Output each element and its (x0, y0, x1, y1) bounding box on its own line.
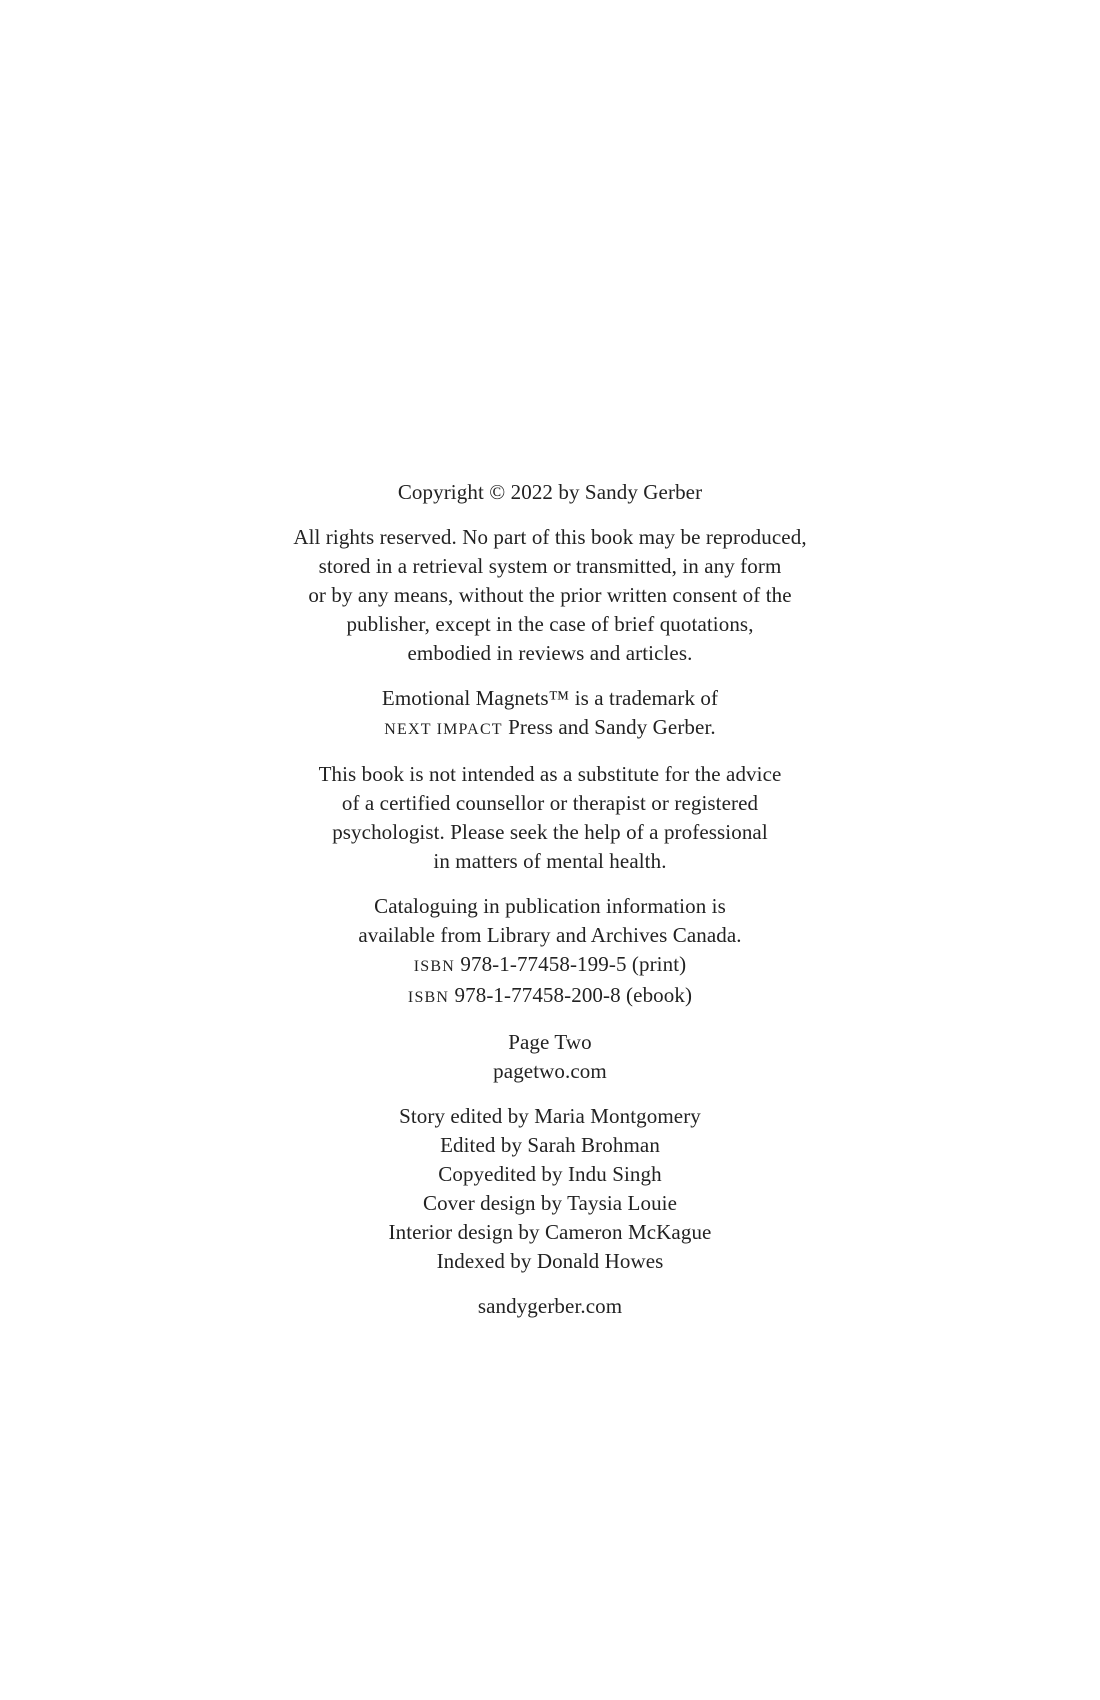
cataloguing-paragraph (0, 892, 1100, 1012)
disclaimer-line: of a certified counsellor or therapist or registered (341, 791, 759, 815)
rights-line: publisher, except in the case of brief quotations, (346, 612, 754, 636)
rights-reserved-paragraph (0, 523, 1100, 668)
isbn-print: 978-1-77458-199-5 (print) (455, 952, 687, 976)
credit-line: Edited by Sarah Brohman (440, 1133, 660, 1157)
credit-line: Indexed by Donald Howes (436, 1249, 664, 1273)
disclaimer-line: psychologist. Please seek the help of a professional (332, 820, 768, 844)
trademark-paragraph (0, 684, 1100, 744)
isbn-label: ISBN (407, 989, 450, 1006)
publisher-paragraph (0, 1028, 1100, 1086)
disclaimer-line: This book is not intended as a substitute for the advice (318, 762, 782, 786)
cataloguing-line: available from Library and Archives Canada. (358, 923, 742, 947)
isbn-label: ISBN (413, 958, 456, 975)
isbn-print-line (0, 950, 1100, 981)
copyright-block (0, 478, 1100, 1337)
isbn-ebook-line (0, 981, 1100, 1012)
rights-line: or by any means, without the prior written consent of the (308, 583, 792, 607)
imprint-name: NEXT IMPACT (384, 721, 503, 738)
copyright-notice (0, 478, 1100, 507)
credit-line: Story edited by Maria Montgomery (399, 1104, 701, 1128)
isbn-ebook: 978-1-77458-200-8 (ebook) (449, 983, 693, 1007)
publisher-name: Page Two (508, 1030, 592, 1054)
credit-line: Copyedited by Indu Singh (438, 1162, 662, 1186)
copyright-line: Copyright © 2022 by Sandy Gerber (397, 480, 703, 504)
author-website-paragraph (0, 1292, 1100, 1321)
disclaimer-line: in matters of mental health. (433, 849, 667, 873)
credits-paragraph (0, 1102, 1100, 1276)
credit-line: Interior design by Cameron McKague (388, 1220, 712, 1244)
rights-line: All rights reserved. No part of this book may be reproduced, (293, 525, 807, 549)
author-website: sandygerber.com (477, 1294, 623, 1318)
trademark-line: Emotional Magnets™ is a trademark of (381, 686, 719, 710)
trademark-line-rest: Press and Sandy Gerber. (502, 715, 716, 739)
cataloguing-line: Cataloguing in publication information is (374, 894, 726, 918)
rights-line: embodied in reviews and articles. (407, 641, 693, 665)
trademark-imprint-line (0, 713, 1100, 744)
rights-line: stored in a retrieval system or transmitted, in any form (318, 554, 782, 578)
disclaimer-paragraph (0, 760, 1100, 876)
credit-line: Cover design by Taysia Louie (422, 1191, 678, 1215)
publisher-website: pagetwo.com (493, 1059, 607, 1083)
